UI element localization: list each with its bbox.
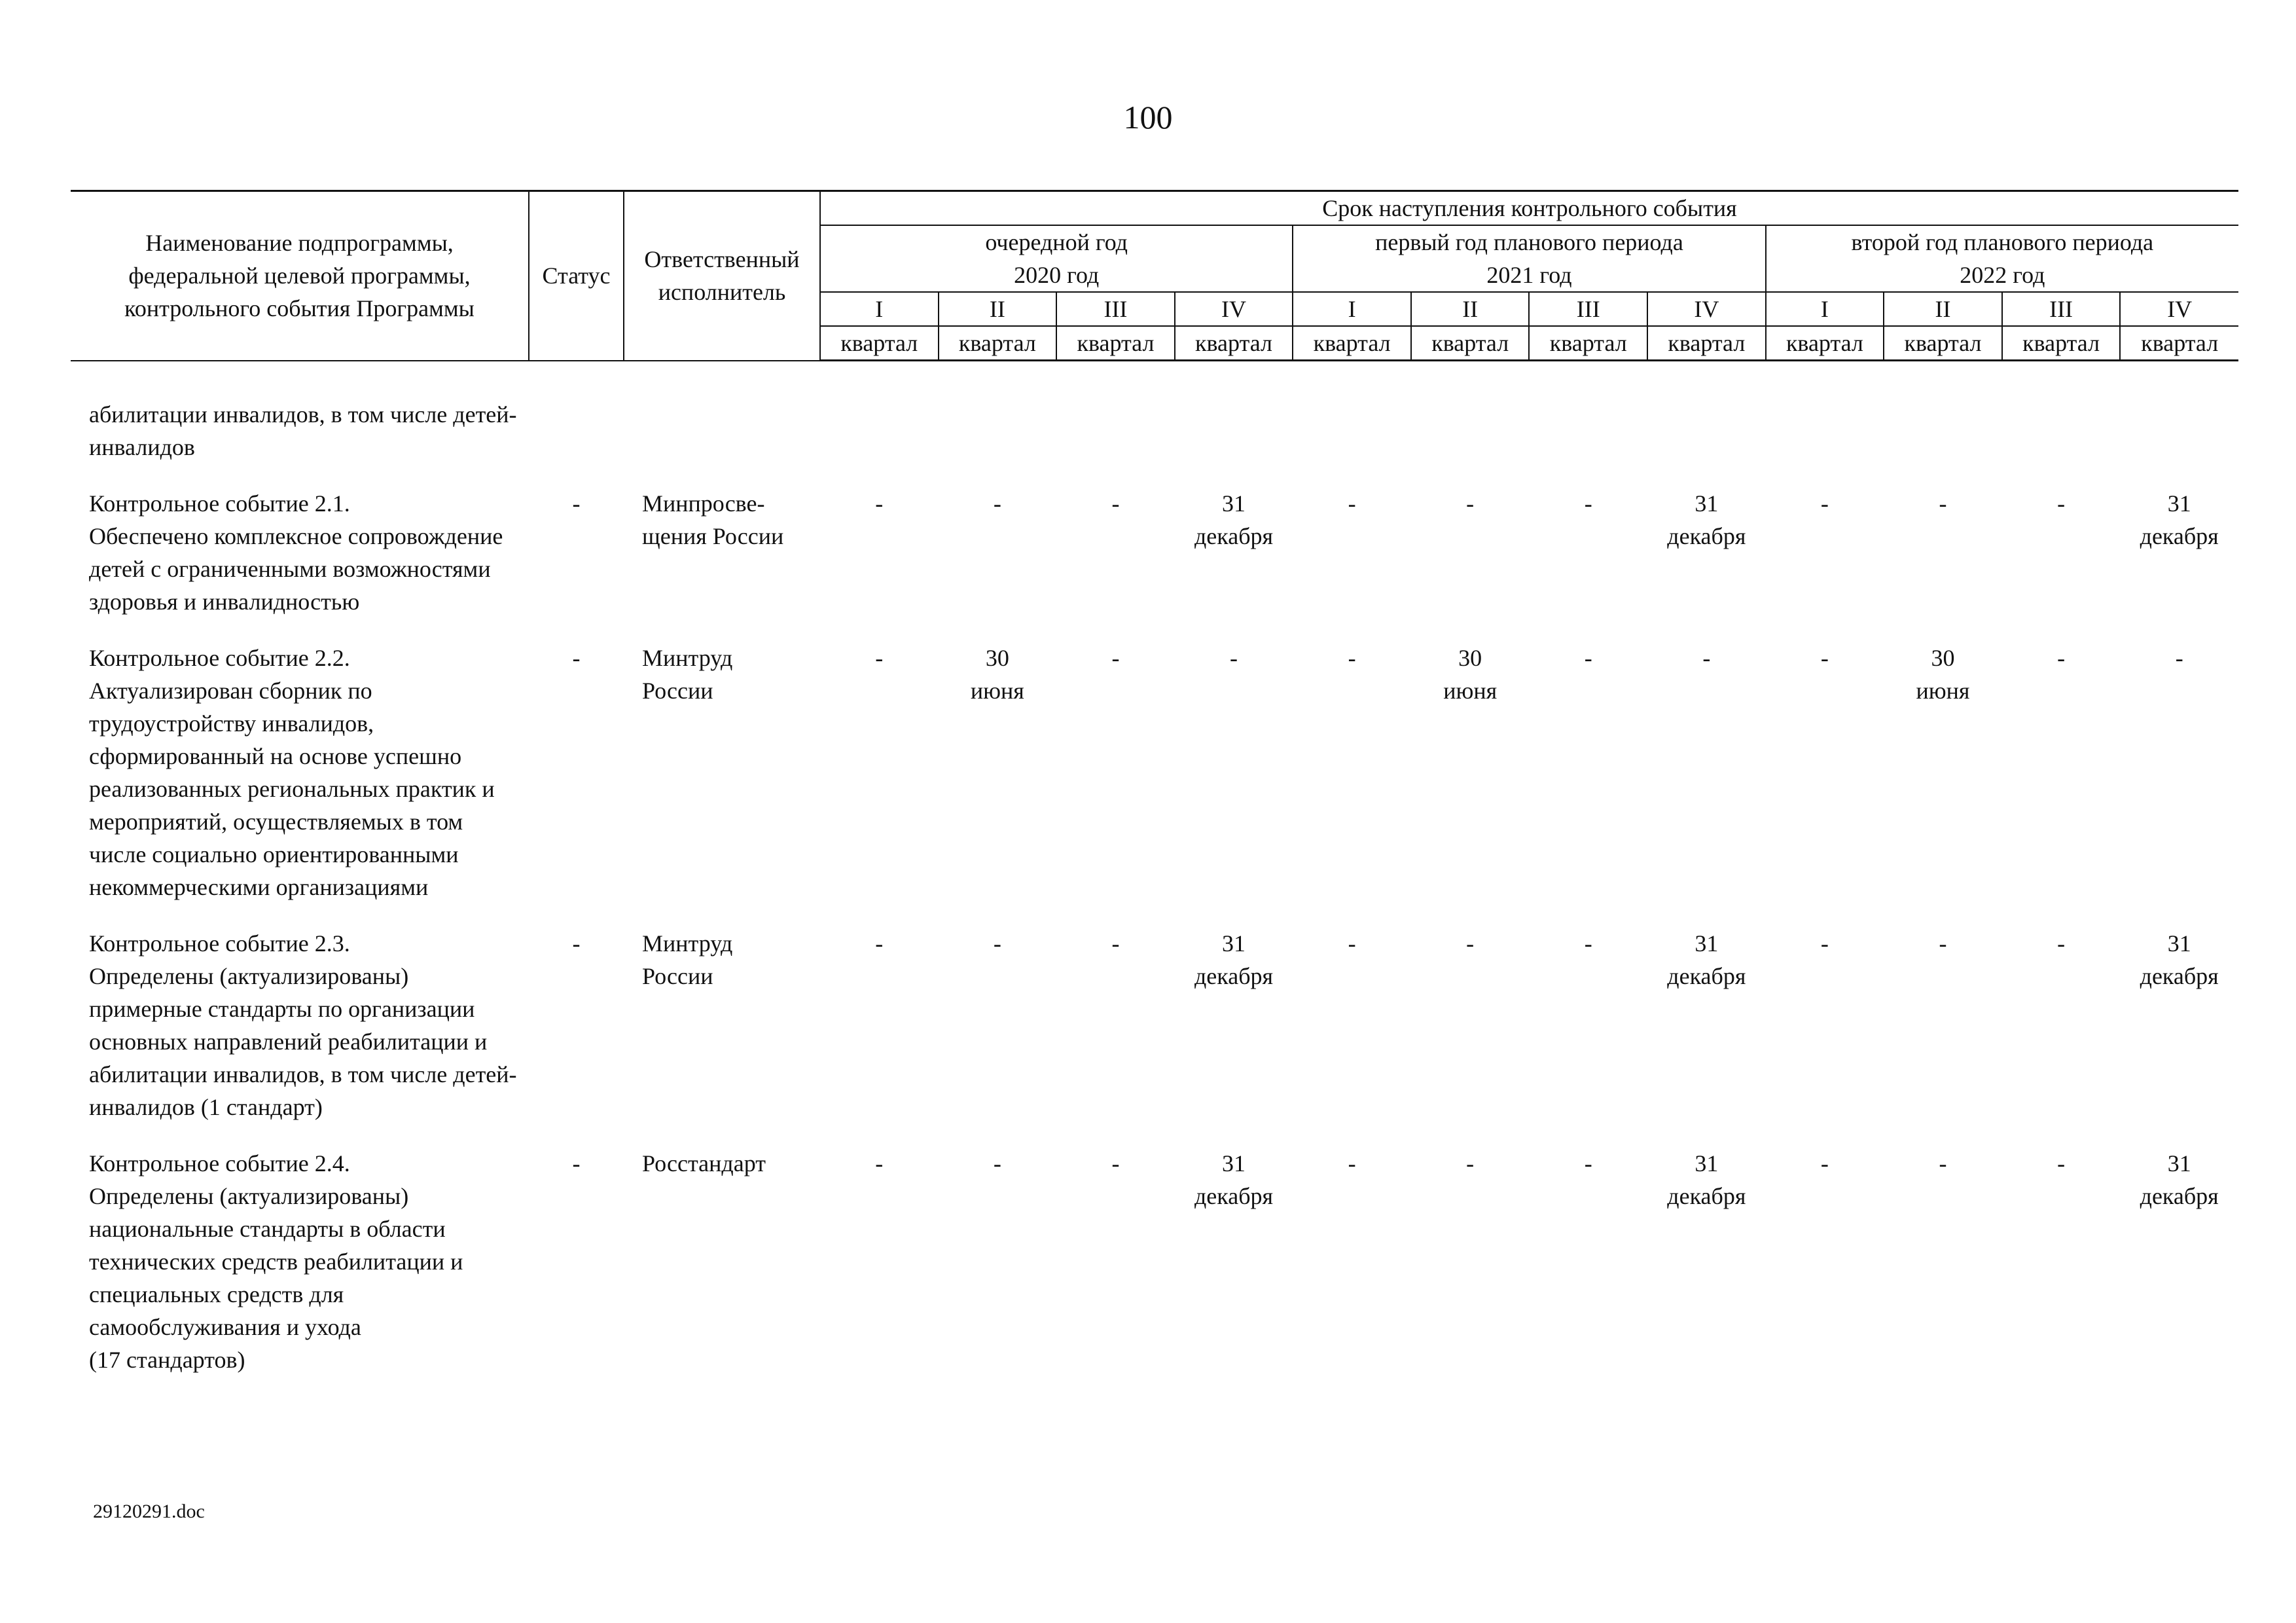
header-quarter-word: квартал: [2120, 326, 2238, 361]
quarter-deadline-cell: -: [875, 930, 884, 957]
header-quarter-word: квартал: [1293, 326, 1411, 361]
table-row: [71, 915, 2238, 1135]
event-name-cell: Контрольное событие 2.1. Обеспечено комплексное сопровождение детей с ограниченными возможностями здоровья и инвалидностью: [89, 490, 503, 615]
quarter-deadline-cell: -: [993, 1150, 1001, 1176]
quarter-deadline-cell: -: [1584, 490, 1592, 517]
quarter-deadline-cell: 31 декабря: [1194, 1150, 1274, 1209]
quarter-deadline-cell: -: [2057, 930, 2066, 957]
status-cell: -: [572, 930, 581, 957]
event-name-cell: Контрольное событие 2.2. Актуализирован сборник по трудоустройству инвалидов, сформированный на основе успешно реализованных региональных практик и мероприятий, осуществляемых в том числе социально ориентированными некоммерческими организациями: [89, 644, 495, 900]
quarter-deadline-cell: -: [1466, 1150, 1475, 1176]
header-quarter-number: III: [2002, 292, 2121, 326]
header-status-column: Статус: [529, 191, 624, 361]
quarter-deadline-cell: -: [1939, 1150, 1947, 1176]
header-period-year: 2021 год: [1486, 262, 1572, 288]
continuation-row: [71, 361, 2238, 475]
event-name-cell: Контрольное событие 2.3. Определены (актуализированы) примерные стандарты по организации основных направлений реабилитации и абилитации инвалидов, в том числе детей-инвалидов (1 стандарт): [89, 930, 517, 1120]
header-name-column: Наименование подпрограммы, федеральной целевой программы, контрольного события Программы: [71, 191, 529, 361]
quarter-deadline-cell: -: [2057, 644, 2066, 671]
quarter-deadline-cell: -: [1111, 1150, 1120, 1176]
quarter-deadline-cell: 30 июня: [1916, 644, 1970, 704]
quarter-deadline-cell: -: [1820, 1150, 1829, 1176]
header-quarter-word: квартал: [1884, 326, 2002, 361]
quarter-deadline-cell: -: [1348, 644, 1356, 671]
quarter-deadline-cell: -: [1939, 490, 1947, 517]
executor-cell: Росстандарт: [642, 1150, 766, 1176]
header-quarter-number: IV: [1647, 292, 1766, 326]
table-row: [71, 630, 2238, 915]
executor-cell: Минпросве- щения России: [642, 490, 784, 549]
header-quarter-word: квартал: [1175, 326, 1293, 361]
header-quarter-word: квартал: [2002, 326, 2121, 361]
header-quarter-number: I: [820, 292, 939, 326]
quarter-deadline-cell: -: [1348, 930, 1356, 957]
header-quarter-number: I: [1766, 292, 1884, 326]
quarter-deadline-cell: 31 декабря: [2140, 490, 2219, 549]
header-quarter-word: квартал: [1647, 326, 1766, 361]
header-period-label: второй год планового периода: [1851, 229, 2154, 255]
quarter-deadline-cell: -: [2057, 490, 2066, 517]
quarter-deadline-cell: -: [875, 1150, 884, 1176]
header-quarter-number: II: [1884, 292, 2002, 326]
header-quarter-number: IV: [1175, 292, 1293, 326]
quarter-deadline-cell: -: [875, 644, 884, 671]
quarter-deadline-cell: 31 декабря: [1194, 930, 1274, 989]
footer-filename: 29120291.doc: [93, 1501, 205, 1522]
quarter-deadline-cell: 30 июня: [970, 644, 1024, 704]
status-cell: -: [572, 1150, 581, 1176]
quarter-deadline-cell: -: [993, 490, 1001, 517]
quarter-deadline-cell: -: [1111, 644, 1120, 671]
header-quarter-word: квартал: [1411, 326, 1530, 361]
quarter-deadline-cell: -: [1939, 930, 1947, 957]
quarter-deadline-cell: -: [1584, 1150, 1592, 1176]
header-deadline-group: Срок наступления контрольного события: [820, 191, 2238, 226]
header-quarter-number: I: [1293, 292, 1411, 326]
quarter-deadline-cell: -: [1820, 490, 1829, 517]
header-quarter-number: III: [1056, 292, 1175, 326]
header-period-2021: [1293, 225, 1765, 292]
quarter-deadline-cell: -: [1466, 930, 1475, 957]
table-header: [71, 191, 2238, 361]
status-cell: -: [572, 644, 581, 671]
quarter-deadline-cell: -: [993, 930, 1001, 957]
header-quarter-word: квартал: [1529, 326, 1647, 361]
header-period-2020: [820, 225, 1293, 292]
table-row: [71, 1135, 2238, 1388]
event-name-cell: Контрольное событие 2.4. Определены (актуализированы) национальные стандарты в области технических средств реабилитации и специальных средств для самообслуживания и ухода (17 стандартов): [89, 1150, 463, 1373]
control-events-table: [71, 190, 2238, 1388]
quarter-deadline-cell: -: [1702, 644, 1711, 671]
header-quarter-number: II: [939, 292, 1057, 326]
quarter-deadline-cell: 31 декабря: [1667, 490, 1746, 549]
executor-cell: Минтруд России: [642, 644, 733, 704]
quarter-deadline-cell: -: [1584, 930, 1592, 957]
header-period-label: первый год планового периода: [1375, 229, 1683, 255]
quarter-deadline-cell: 31 декабря: [1667, 930, 1746, 989]
header-executor-column: Ответственный исполнитель: [624, 191, 820, 361]
header-quarter-number: II: [1411, 292, 1530, 326]
header-quarter-word: квартал: [820, 326, 939, 361]
quarter-deadline-cell: -: [2175, 644, 2183, 671]
table-row: [71, 475, 2238, 630]
quarter-deadline-cell: 31 декабря: [2140, 930, 2219, 989]
quarter-deadline-cell: 31 декабря: [2140, 1150, 2219, 1209]
header-period-label: очередной год: [985, 229, 1128, 255]
quarter-deadline-cell: -: [1348, 1150, 1356, 1176]
page-number: 100: [1123, 99, 1173, 136]
quarter-deadline-cell: 31 декабря: [1194, 490, 1274, 549]
table-body: [71, 361, 2238, 1388]
quarter-deadline-cell: -: [1111, 930, 1120, 957]
quarter-deadline-cell: -: [1348, 490, 1356, 517]
header-period-2022: [1766, 225, 2238, 292]
quarter-deadline-cell: -: [1820, 644, 1829, 671]
quarter-deadline-cell: 30 июня: [1443, 644, 1498, 704]
quarter-deadline-cell: -: [1230, 644, 1238, 671]
quarter-deadline-cell: -: [875, 490, 884, 517]
quarter-deadline-cell: -: [1584, 644, 1592, 671]
header-quarter-word: квартал: [1766, 326, 1884, 361]
header-quarter-number: IV: [2120, 292, 2238, 326]
header-quarter-number: III: [1529, 292, 1647, 326]
quarter-deadline-cell: -: [1820, 930, 1829, 957]
status-cell: -: [572, 490, 581, 517]
header-quarter-word: квартал: [1056, 326, 1175, 361]
quarter-deadline-cell: 31 декабря: [1667, 1150, 1746, 1209]
quarter-deadline-cell: -: [1111, 490, 1120, 517]
continuation-text: абилитации инвалидов, в том числе детей-инвалидов: [89, 401, 517, 460]
quarter-deadline-cell: -: [2057, 1150, 2066, 1176]
header-period-year: 2022 год: [1960, 262, 2045, 288]
executor-cell: Минтруд России: [642, 930, 733, 989]
header-period-year: 2020 год: [1014, 262, 1100, 288]
quarter-deadline-cell: -: [1466, 490, 1475, 517]
header-quarter-word: квартал: [939, 326, 1057, 361]
